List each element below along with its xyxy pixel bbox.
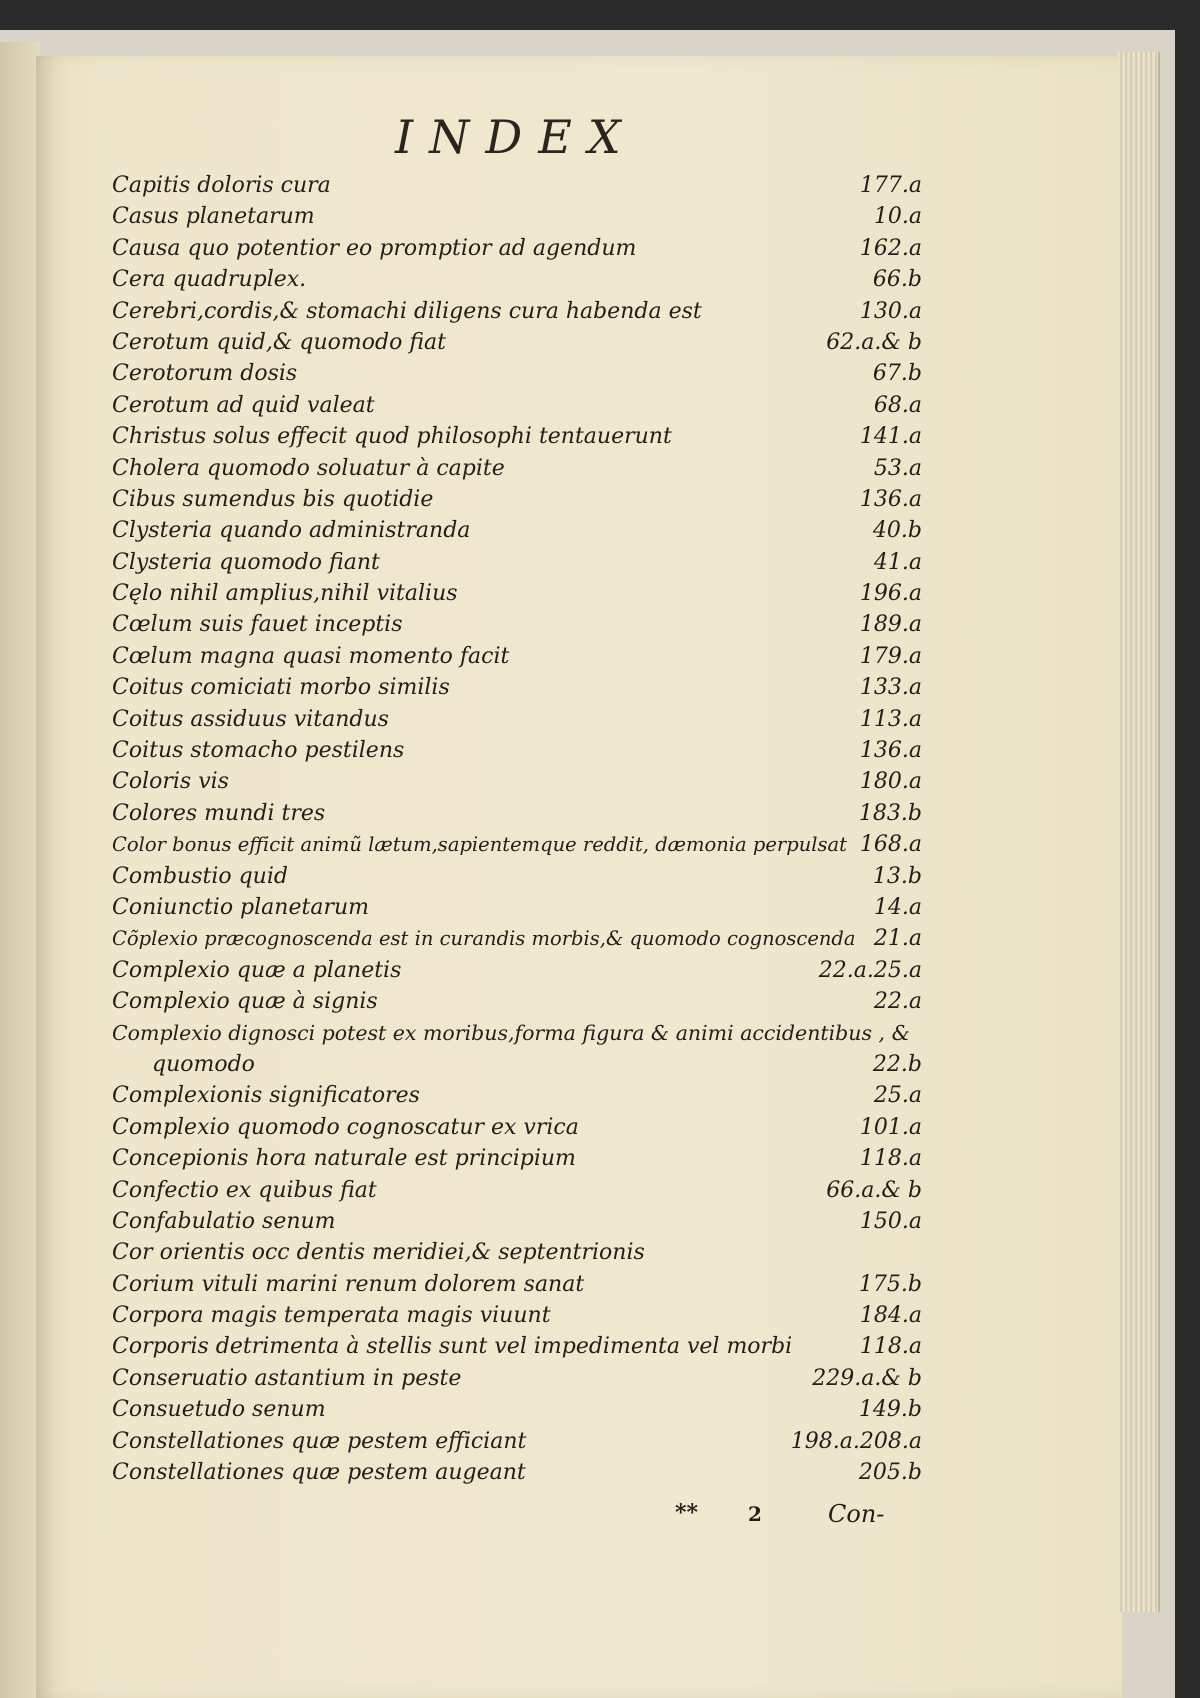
index-entry: [112, 547, 922, 578]
index-entry: [112, 1175, 922, 1206]
signature-mark: **: [675, 1500, 699, 1526]
index-entry-text: Coitus assiduus vitandus: [112, 706, 389, 732]
index-entry: [112, 421, 922, 452]
index-entry-text: Cholera quomodo soluatur à capite: [112, 455, 505, 481]
index-entry-text: Corium vituli marini renum dolorem sanat: [112, 1271, 585, 1297]
index-entry-text: Cerebri,cordis,& stomachi diligens cura habenda est: [112, 298, 702, 324]
index-entry: [112, 1206, 922, 1237]
index-entry-text: Coniunctio planetarum: [112, 894, 369, 920]
index-entry: [112, 766, 922, 797]
index-entry-reference: 13.b: [872, 863, 922, 889]
index-entry: [112, 264, 922, 295]
index-entry: [112, 798, 922, 829]
index-entry: [112, 609, 922, 640]
index-entry-text: Cor orientis occ dentis meridiei,& septentrionis: [112, 1240, 645, 1266]
index-entry-text: Constellationes quæ pestem augeant: [112, 1460, 526, 1486]
index-entry: [112, 861, 922, 892]
index-entry-reference: 183.b: [858, 800, 922, 826]
index-entry: [112, 829, 922, 860]
index-entry-reference: 21.a: [873, 926, 922, 952]
index-entry-reference: 101.a: [859, 1114, 922, 1140]
index-entry-text: Cerotum ad quid valeat: [112, 392, 375, 418]
index-entry: [112, 1394, 922, 1425]
index-entry-text: Corporis detrimenta à stellis sunt vel impedimenta vel morbi: [112, 1334, 793, 1360]
index-entry-text: Cęlo nihil amplius,nihil vitalius: [112, 581, 458, 607]
index-entry: [112, 1049, 922, 1080]
index-entry: [112, 358, 922, 389]
index-entry-reference: 205.b: [858, 1460, 922, 1486]
index-entry: [112, 170, 922, 201]
index-entry-reference: 40.b: [872, 518, 922, 544]
index-entry: [112, 1080, 922, 1111]
index-entry-text: Cera quadruplex.: [112, 267, 307, 293]
index-entry-reference: 67.b: [872, 361, 922, 387]
index-entry-reference: 66.b: [872, 267, 922, 293]
index-entry-text: Cerotorum dosis: [112, 361, 298, 387]
index-entry: [112, 704, 922, 735]
page-title: INDEX: [395, 110, 637, 164]
index-entry-reference: 136.a: [859, 486, 922, 512]
index-entry-reference: 22.a.25.a: [818, 957, 922, 983]
index-entry-text: Confabulatio senum: [112, 1208, 336, 1234]
index-entry-reference: 41.a: [873, 549, 922, 575]
index-entry-text: Corpora magis temperata magis viuunt: [112, 1303, 551, 1329]
index-entry-text: Christus solus effecit quod philosophi tentauerunt: [112, 424, 672, 450]
index-entry: [112, 453, 922, 484]
index-entry-text: Coloris vis: [112, 769, 229, 795]
index-entry: [112, 1237, 922, 1268]
index-entry: [112, 296, 922, 327]
index-entry-reference: 179.a: [859, 643, 922, 669]
index-entry-reference: 141.a: [859, 424, 922, 450]
index-entry: [112, 923, 922, 954]
index-entry-text: quomodo: [152, 1051, 255, 1077]
index-entry: [112, 1426, 922, 1457]
index-entry: [112, 327, 922, 358]
index-entry-reference: 10.a: [873, 204, 922, 230]
index-entry-text: Complexio quomodo cognoscatur ex vrica: [112, 1114, 579, 1140]
index-entry: [112, 672, 922, 703]
index-entry-reference: 130.a: [859, 298, 922, 324]
index-entry-reference: 229.a.& b: [812, 1365, 922, 1391]
index-entry-text: Consuetudo senum: [112, 1397, 326, 1423]
index-entry-text: Casus planetarum: [112, 204, 315, 230]
index-entry-text: Cerotum quid,& quomodo fiat: [112, 329, 446, 355]
index-entry-text: Colores mundi tres: [112, 800, 326, 826]
index-entry: [112, 1112, 922, 1143]
index-entry: [112, 1143, 922, 1174]
index-entry-text: Complexio quæ à signis: [112, 989, 378, 1015]
index-entry-reference: 113.a: [859, 706, 922, 732]
index-entry-reference: 118.a: [859, 1334, 922, 1360]
index-entry-text: Color bonus efficit animũ lætum,sapientemque reddit, dæmonia perpulsat: [112, 833, 847, 857]
index-entry: [112, 484, 922, 515]
index-entry-text: Complexionis significatores: [112, 1083, 420, 1109]
index-entry-reference: 133.a: [859, 675, 922, 701]
index-entry: [112, 986, 922, 1017]
index-entry-reference: 14.a: [873, 894, 922, 920]
catchword: Con-: [828, 1500, 885, 1528]
index-entry: [112, 201, 922, 232]
index-entry-reference: 150.a: [859, 1208, 922, 1234]
index-entry-text: Clysteria quando administranda: [112, 518, 471, 544]
index-entry-reference: 136.a: [859, 738, 922, 764]
index-entry-reference: 184.a: [859, 1303, 922, 1329]
index-entry-text: Concepionis hora naturale est principium: [112, 1146, 576, 1172]
index-entry: [112, 233, 922, 264]
facing-page-edge: [0, 42, 40, 1698]
index-entry-reference: 180.a: [859, 769, 922, 795]
index-entry-text: Cõplexio præcognoscenda est in curandis morbis,& quomodo cognoscenda: [112, 927, 856, 951]
index-entry: [112, 1269, 922, 1300]
index-entry-reference: 22.b: [872, 1051, 922, 1077]
index-entry-reference: 149.b: [858, 1397, 922, 1423]
index-entry-reference: 118.a: [859, 1146, 922, 1172]
index-entry-text: Cibus sumendus bis quotidie: [112, 486, 434, 512]
index-entry-text: Complexio dignosci potest ex moribus,forma figura & animi accidentibus , &: [112, 1020, 910, 1045]
index-entry-reference: 198.a.208.a: [790, 1428, 922, 1454]
index-entry-reference: 25.a: [873, 1083, 922, 1109]
index-entry-text: Cœlum magna quasi momento facit: [112, 643, 510, 669]
index-entry-reference: 62.a.& b: [826, 329, 922, 355]
index-entry-reference: 168.a: [859, 832, 922, 858]
index-entry-reference: 162.a: [859, 235, 922, 261]
index-entry-text: Cœlum suis fauet inceptis: [112, 612, 403, 638]
index-entry-text: Conseruatio astantium in peste: [112, 1365, 462, 1391]
index-entry-reference: 66.a.& b: [826, 1177, 922, 1203]
index-entry: [112, 892, 922, 923]
index-entry-text: Coitus comiciati morbo similis: [112, 675, 450, 701]
index-entry: [112, 1363, 922, 1394]
index-entry-reference: 53.a: [873, 455, 922, 481]
index-entry-reference: 68.a: [873, 392, 922, 418]
index-entry-reference: 175.b: [858, 1271, 922, 1297]
index-entry-reference: 177.a: [859, 173, 922, 198]
index-entry-text: Constellationes quæ pestem efficiant: [112, 1428, 527, 1454]
index-entry-text: Clysteria quomodo fiant: [112, 549, 380, 575]
index-entry-text: Combustio quid: [112, 863, 288, 889]
index-entry: [112, 735, 922, 766]
index-entry-reference: 22.a: [873, 989, 922, 1015]
page-footer: [0, 1500, 1200, 1540]
index-entry: [112, 515, 922, 546]
page-block-edges: [1118, 52, 1160, 1612]
index-entry-text: Coitus stomacho pestilens: [112, 738, 405, 764]
signature-number: 2: [748, 1502, 762, 1526]
index-entry: [112, 1300, 922, 1331]
index-entry-text: Confectio ex quibus fiat: [112, 1177, 377, 1203]
index-entry: [112, 641, 922, 672]
index-entry: [112, 1457, 922, 1488]
index-entry-text: Causa quo potentior eo promptior ad agendum: [112, 235, 637, 261]
index-entry-reference: 196.a: [859, 581, 922, 607]
index-entry-text: Complexio quæ a planetis: [112, 957, 402, 983]
index-entry: [112, 1018, 922, 1049]
index-entry: [112, 955, 922, 986]
index-entry-text: Capitis doloris cura: [112, 173, 331, 198]
index-entry: [112, 390, 922, 421]
index-list: [112, 170, 922, 1488]
index-entry-reference: 189.a: [859, 612, 922, 638]
index-entry: [112, 1331, 922, 1362]
index-entry: [112, 578, 922, 609]
